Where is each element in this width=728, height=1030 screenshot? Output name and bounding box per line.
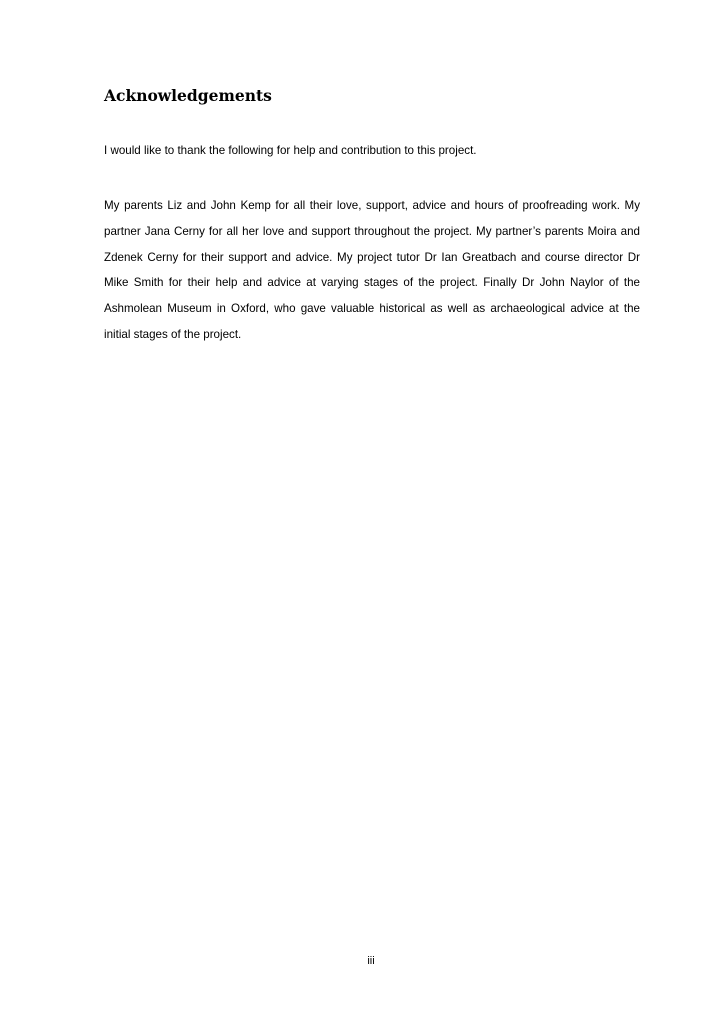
page-heading: Acknowledgements [104, 86, 272, 105]
page-number: iii [367, 955, 375, 967]
acknowledgement-paragraph: My parents Liz and John Kemp for all their love, support, advice and hours of proofreading work. My partner Jana Cerny for all her love and support throughout the project. My partner’s parents Moira and Zdenek Cerny for their support and advice. My project tutor Dr Ian Greatbach and course director Dr Mike Smith for their help and advice at varying stages of the project. Finally Dr John Naylor of the Ashmolean Museum in Oxford, who gave valuable historical as well as archaeological advice at the initial stages of the project. [104, 199, 640, 341]
intro-paragraph: I would like to thank the following for help and contribution to this project. [104, 144, 477, 157]
